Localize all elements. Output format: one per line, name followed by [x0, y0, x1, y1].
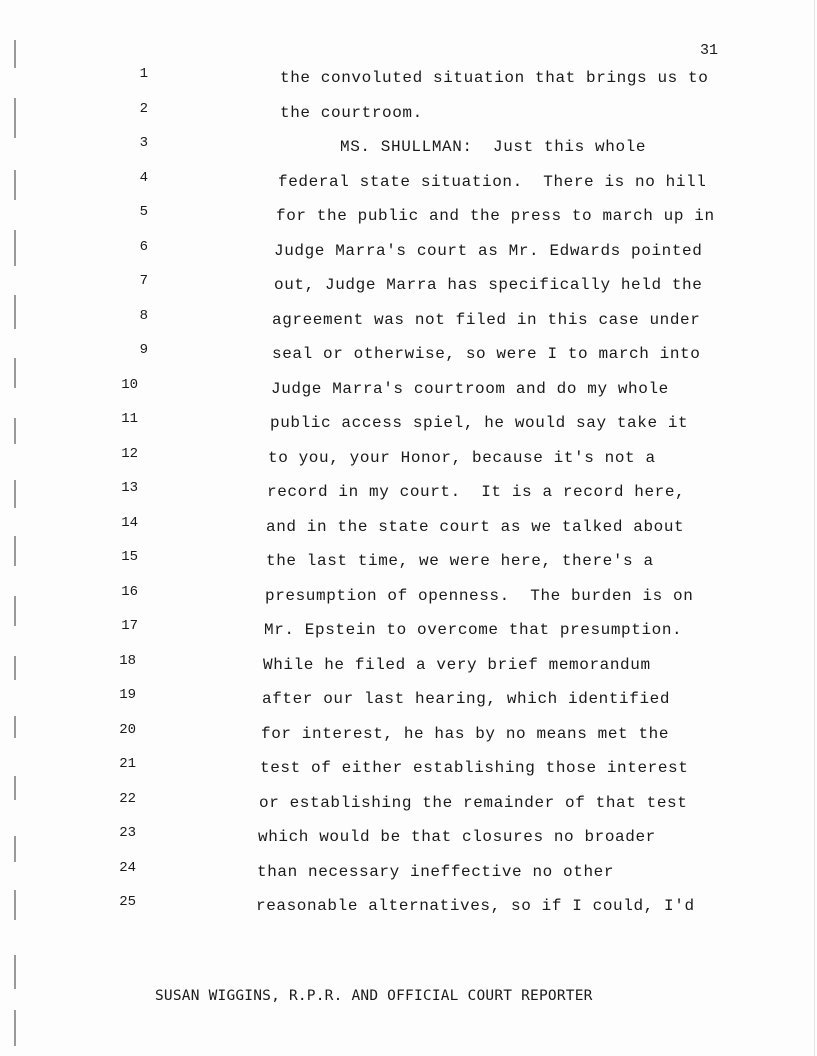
line-number: 22: [119, 790, 136, 807]
transcript-line: [0, 649, 817, 684]
line-text: or establishing the remainder of that test: [259, 793, 688, 812]
line-text: Judge Marra's courtroom and do my whole: [271, 379, 669, 398]
transcript-line: [0, 338, 817, 373]
line-text: the courtroom.: [280, 103, 423, 122]
line-number: 17: [121, 618, 138, 634]
line-text: test of either establishing those interest: [260, 759, 689, 777]
line-text: to you, your Honor, because it's not a: [268, 448, 656, 467]
line-number: 25: [119, 894, 136, 910]
line-text: out, Judge Marra has specifically held the: [274, 276, 703, 294]
transcript-line: [0, 890, 817, 925]
line-text: MS. SHULLMAN: Just this whole: [340, 138, 647, 156]
transcript-line: [0, 476, 817, 511]
line-number: 20: [119, 721, 136, 738]
line-number: 5: [139, 204, 148, 220]
line-number: 6: [139, 238, 148, 255]
line-number: 19: [119, 687, 136, 703]
line-number: 16: [121, 583, 138, 600]
line-text: public access spiel, he would say take it: [270, 414, 689, 432]
transcript-line: [0, 304, 817, 339]
transcript-line: [0, 97, 817, 132]
transcript-line: [0, 856, 817, 891]
line-text: reasonable alternatives, so if I could, I'd: [256, 897, 695, 915]
line-text: seal or otherwise, so were I to march into: [272, 345, 701, 363]
line-text: Judge Marra's court as Mr. Edwards pointed: [274, 241, 703, 260]
line-number: 24: [119, 859, 136, 876]
transcript-line: [0, 787, 817, 822]
line-number: 14: [121, 514, 138, 531]
line-text: the last time, we were here, there's a: [266, 552, 654, 570]
transcript-line: [0, 580, 817, 615]
line-text: for interest, he has by no means met the: [261, 724, 670, 743]
line-number: 3: [139, 135, 148, 151]
line-number: 18: [119, 652, 136, 669]
line-text: agreement was not filed in this case under: [272, 310, 701, 329]
transcript-line: [0, 373, 817, 408]
transcript-line: [0, 752, 817, 787]
footer-reporter: SUSAN WIGGINS, R.P.R. AND OFFICIAL COURT REPORTER: [155, 988, 593, 1004]
transcript-line: [0, 200, 817, 235]
margin-mark: [14, 955, 16, 989]
line-text: than necessary ineffective no other: [257, 862, 615, 881]
line-number: 1: [139, 66, 148, 82]
line-number: 4: [139, 169, 148, 186]
transcript-line: [0, 614, 817, 649]
line-text: While he filed a very brief memorandum: [263, 655, 651, 674]
transcript-line: [0, 511, 817, 546]
line-number: 10: [121, 376, 138, 393]
line-number: 12: [121, 445, 138, 462]
transcript-lines: [0, 62, 817, 925]
line-text: record in my court. It is a record here,: [267, 483, 686, 501]
transcript-line: [0, 821, 817, 856]
transcript-line: [0, 131, 817, 166]
line-number: 13: [121, 480, 138, 496]
line-text: federal state situation. There is no hill: [278, 172, 707, 191]
line-number: 11: [121, 411, 138, 427]
margin-mark: [14, 1010, 16, 1046]
line-number: 15: [121, 549, 138, 565]
line-number: 23: [119, 825, 136, 841]
transcript-line: [0, 166, 817, 201]
transcript-line: [0, 269, 817, 304]
transcript-line: [0, 442, 817, 477]
transcript-line: [0, 235, 817, 270]
transcript-line: [0, 62, 817, 97]
transcript-line: [0, 683, 817, 718]
line-number: 9: [139, 342, 148, 358]
line-text: the convoluted situation that brings us to: [280, 69, 709, 87]
line-number: 7: [139, 273, 148, 289]
line-number: 8: [139, 307, 148, 324]
line-number: 21: [119, 756, 136, 772]
transcript-line: [0, 545, 817, 580]
line-text: after our last hearing, which identified: [262, 690, 671, 708]
transcript-line: [0, 718, 817, 753]
line-text: and in the state court as we talked about: [266, 517, 685, 536]
page-number: 31: [700, 42, 719, 59]
line-text: which would be that closures no broader: [258, 828, 656, 846]
line-text: for the public and the press to march up in: [276, 207, 715, 225]
transcript-line: [0, 407, 817, 442]
line-text: Mr. Epstein to overcome that presumption.: [264, 621, 683, 639]
line-text: presumption of openness. The burden is on: [265, 586, 694, 605]
line-number: 2: [139, 100, 148, 117]
